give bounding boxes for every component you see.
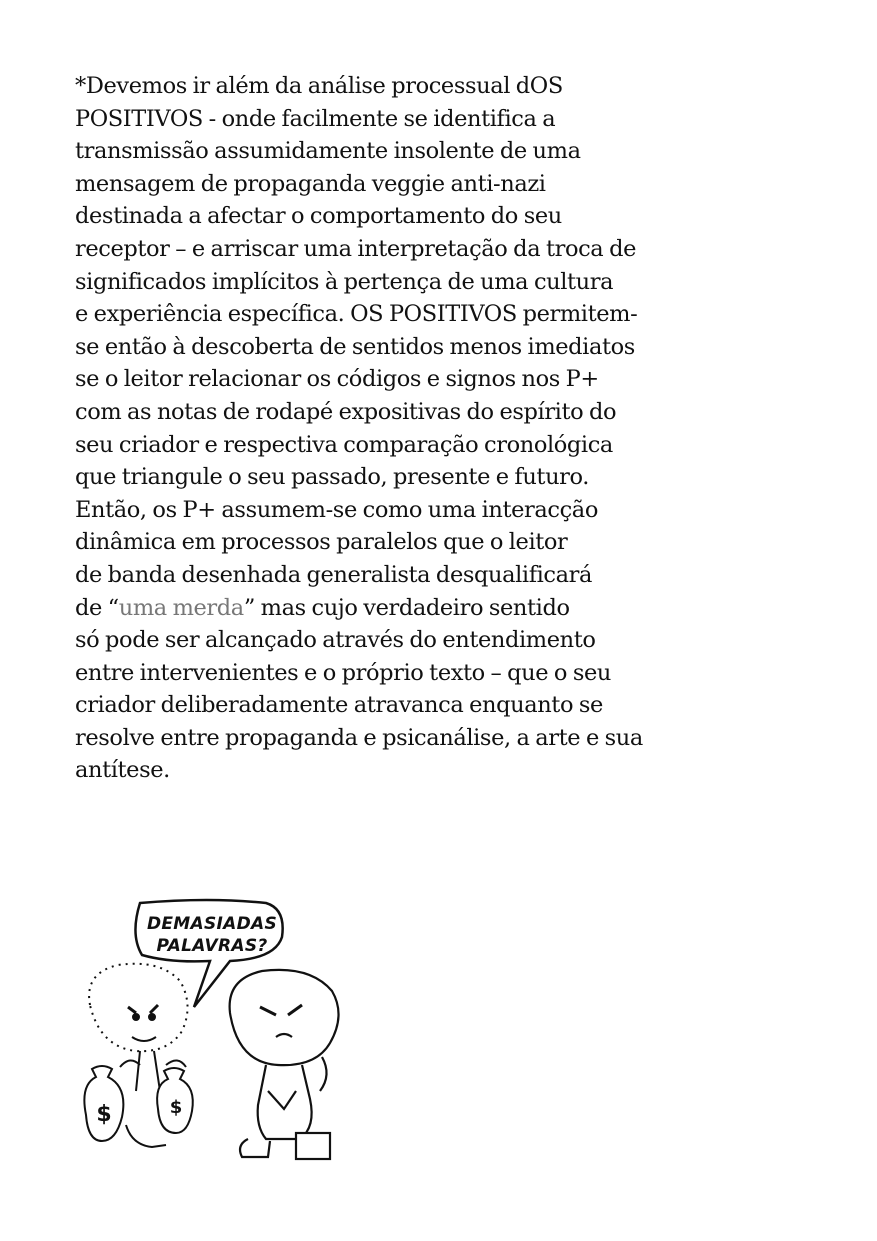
text-line: *Devemos ir além da análise processual dOS — [75, 73, 563, 99]
quoted-phrase: uma merda — [118, 594, 244, 621]
text-line: resolve entre propaganda e psicanálise, a arte e sua — [75, 724, 643, 751]
text-line: mensagem de propaganda veggie anti-nazi — [75, 170, 546, 197]
text-line: com as notas de rodapé expositivas do espírito do — [75, 398, 617, 425]
text-line: só pode ser alcançado através do entendimento — [75, 627, 596, 654]
text-line: que triangule o seu passado, presente e futuro. — [75, 464, 590, 491]
text-line: receptor – e arriscar uma interpretação da troca de — [75, 235, 636, 262]
bag-symbol: $ — [169, 1097, 183, 1118]
money-bag-icon — [84, 1066, 123, 1141]
text-line: criador deliberadamente atravanca enquanto se — [75, 692, 603, 719]
text-line — [75, 592, 795, 625]
bag-symbol: $ — [96, 1102, 112, 1127]
text-line: se o leitor relacionar os códigos e signos nos P+ — [75, 366, 599, 393]
text-line: POSITIVOS - onde facilmente se identifica a — [75, 105, 556, 132]
text-fragment: ” mas cujo verdadeiro sentido — [243, 594, 570, 621]
text-line: de banda desenhada generalista desqualificará — [75, 561, 593, 588]
text-line: se então à descoberta de sentidos menos imediatos — [75, 333, 635, 360]
text-line: entre intervenientes e o próprio texto – que o seu — [75, 659, 611, 686]
text-line: dinâmica em processos paralelos que o leitor — [75, 529, 568, 556]
comic-illustration — [70, 895, 360, 1175]
balloon-text-line1: DEMASIADAS — [146, 914, 278, 934]
text-line: e experiência específica. OS POSITIVOS permitem- — [75, 301, 638, 328]
text-fragment: de “ — [75, 594, 119, 621]
text-line: antítese. — [75, 757, 170, 784]
text-line: Então, os P+ assumem-se como uma interacção — [75, 496, 598, 523]
money-bag-icon — [157, 1068, 193, 1133]
text-line: seu criador e respectiva comparação cronológica — [75, 431, 613, 458]
balloon-text-line2: PALAVRAS? — [156, 936, 268, 956]
text-line: transmissão assumidamente insolente de uma — [75, 138, 581, 165]
right-character — [230, 970, 339, 1159]
body-paragraph — [75, 70, 795, 787]
text-line: significados implícitos à pertença de uma cultura — [75, 268, 614, 295]
text-line: destinada a afectar o comportamento do seu — [75, 203, 562, 230]
